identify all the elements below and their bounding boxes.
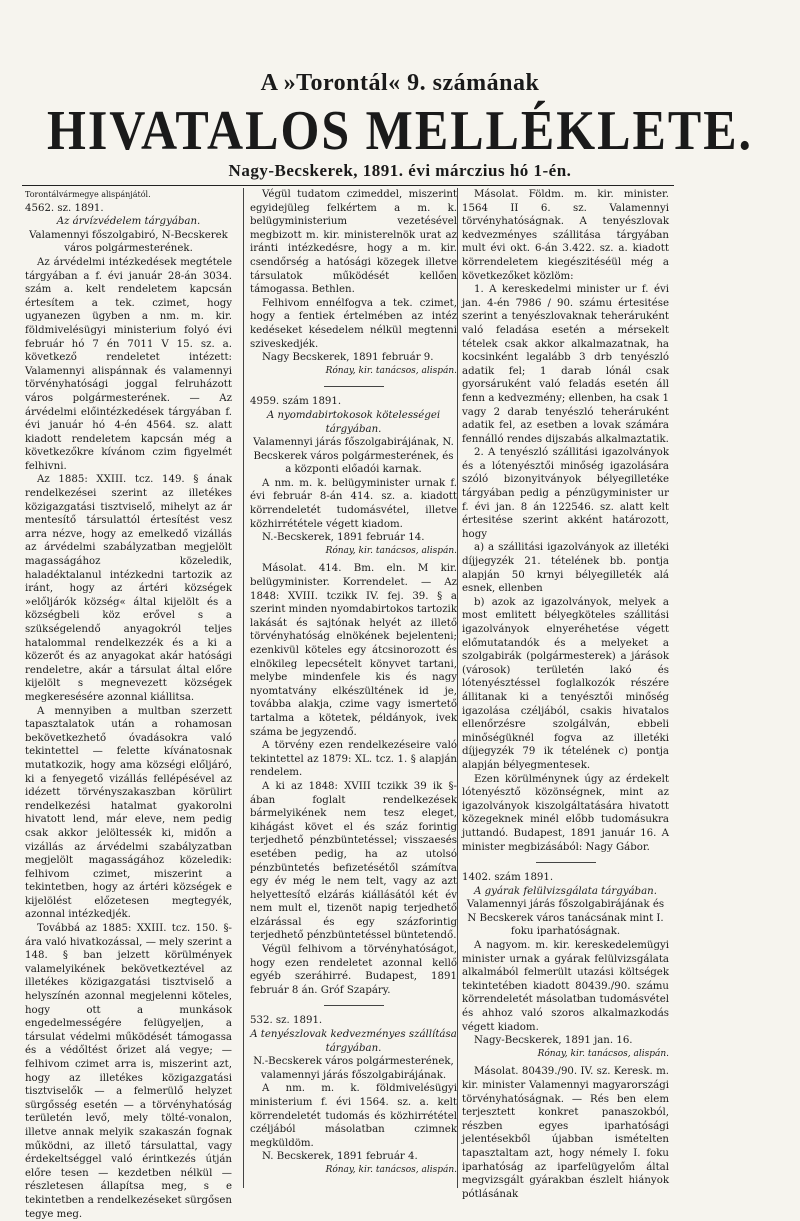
masthead-supplement-line: A »Torontál« 9. számának [260, 70, 540, 96]
signature-name: Rónay, kir. tanácsos, alispán. [325, 365, 457, 376]
signature-place-date: Nagy-Becskerek, 1891 jan. 16. [474, 1035, 633, 1047]
article-address: Valamennyi főszolgabiró, N-Becskerek város polgármesterének. [29, 229, 228, 255]
article-number: 532. sz. 1891. [250, 1015, 323, 1027]
article-address: N.-Becskerek város polgármesterének, valamennyi járás főszolgabirájának. [253, 1056, 454, 1081]
article-subject: Az árvízvédelem tárgyában. [56, 216, 201, 228]
article-paragraph: Az árvédelmi intézkedések megtétele tárgyában a f. évi január 28-án 3034. szám a. kelt rendeletem kapcsán értesítem a tek. czimet, hogy ugyanezen ügyben a nm. m. kir. földmivelésügyi ministerium folyó évi február hó 7 én 7011 V 15. sz. a. következő rendeletet intézett: Valamennyi alispánnak és valamennyi törvényhatósági joggal felruházott város polgármesterének. — Az árvédelmi előintézkedések tárgyában f. évi január hó 4-én 4564. sz. alatt kiadott rendeletem kapcsán még a következőkre kívánom czim figyelmét felhivni. [25, 256, 232, 472]
article-paragraph: Továbbá az 1885: XXIII. tcz. 150. §-ára való hivatkozással, — mely szerint a 148. § ban jelzett körülmények valamelyikének bekövetkeztével az illetékes közigazgatási tisztviselő a helyszínén azonnal megjelenni köteles, hogy ott a munkások engedelmességére felügyeljen, a társulat védelmi működését támogassa és a védőltést őrizet alá vegye; — felhivom czimet arra is, miszerint azt, hogy az illetékes közigazgatási tisztviselők — a felmerülő helyzet sürgősség esetén — a törvényhatóság területén levő, mely tölté-vonalon, illetve annak melyik szakaszán fognak működni, az illető társulattal, vagy érdekeltséggel való érintkezés útján előre tesen — kezdetben nélkül — részletesen állapítsa meg, s e tekintetben a rendelkezéseket sürgősen tegye meg. [25, 923, 232, 1220]
article-paragraph: A mennyiben a multban szerzett tapasztalatok után a rohamosan bekövetkezhető óvadásokra való tekintettel — felette kívánatosnak mutatkozik, hogy ama községi előljáró, ki a fenyegető vizállás fellépésével az idézett törvényszakaszban körülirt rendelkezési hatalmat gyakorolni hivatott lend, már eleve, nem pedig csak akkor jelöltessék ki, midőn a vizállás az árvédelmi szabályzatban megjelölt magasságához közeledik: felhivom czimet, miszerint a tekintetben, hogy az ártéri községek e kijelölést előzetesen megtegyék, azonnal intézkedjék. [25, 705, 232, 921]
article-paragraph: Ezen körülménynek úgy az érdekelt lótenyésztő közönségnek, mint az igazolványok kiszolgáltatására hivatott közegeknek minél előbb tudomásukra juttandó. Budapest, 1891 január 16. A minister megbizásából: Nagy Gábor. [462, 773, 669, 853]
article-paragraph: Az 1885: XXIII. tcz. 149. § ának rendelkezései szerint az illetékes közigazgatási tisztviselő, mihelyt az ár mentesítő társulattól értesítést vesz arra nézve, hogy az emelkedő vizállás az árvédelmi szabályzatban megjelölt magasságához közeledik, haladéktalanul intézkedni tartozik az iránt, hogy az ártéri községek »előljárók község« által kijelölt és a községbeli köz erővel s a szükségelendő anyagokról teljes hatalommal rendelkezzék és a ki a közerőt és az anyagokat akár hatósági rendeletre, akár a társulat által előre kijelölt s megnevezett községek megkeresésére azonnal kiállitsa. [25, 474, 232, 703]
column-1 [25, 188, 232, 1220]
article-separator [536, 862, 596, 863]
article-separator [324, 1005, 384, 1006]
article-number: 4959. szám 1891. [250, 396, 342, 408]
masthead-date: Nagy-Becskerek, 1891. évi márczius hó 1-én. [228, 161, 572, 180]
article-separator [324, 386, 384, 387]
article-paragraph: A ki az 1848: XVIII tczikk 39 ik §-ában foglalt rendelkezések bármelyikének nem tesz eleget, kihágást követ el és száz forintig terjedhető pénzbüntetéssel; visszaesés esetében pedig, ha az utolsó pénzbüntetés befizetésétől számítva egy év még le nem telt, vagy az azt helyettesítő elzárás kiállásától két év nem mult el, tizenöt napig terjedhető elzárással és egy százforintig terjedhető pénzbüntetéssel büntetendő. [250, 780, 457, 942]
article-paragraph: Másolat. 80439./90. IV. sz. Keresk. m. kir. minister Valamennyi magyarországi törvényhatóságnak. — Rés ben elem terjesztett konkret panaszokból, részben egyes iparhatósági jelentésekből újabban ismételten tapasztaltam azt, hogy némely I. foku iparhatóság az iparfelügyelőm által megvizsgált gyárakban észlelt hiányok pótlásának [462, 1066, 669, 1200]
column-divider [457, 188, 458, 1188]
article-subject: A tenyészlovak kedvezményes szállítása tárgyában. [250, 1029, 457, 1054]
article-paragraph: 1. A kereskedelmi minister ur f. évi jan. 4-én 7986 / 90. számu értesitése szerint a tenyészlovaknak teheráruként való feladása esetén a mérsekelt tételek csak akkor alkalmazatnak, ha kocsinként legalább 3 drb tenyészló adatik fel; 1 darab lónál csak gyorsáruként való feladás esetén áll fenn a kedvezmény; ellenben, ha csak 1 vagy 2 darab tenyészló teheráruként adatik fel, az esetben a lovak számára fennálló rendes dijszabás alkalmaztatik. [462, 284, 669, 445]
signature-name: Rónay, kir. tanácsos, alispán. [325, 545, 457, 556]
article-paragraph: a) a szállitási igazolványok az illetéki díjjegyzék 21. tételének bb. pontja alapján 50 krnyi bélyegilleték alá esnek, ellenben [462, 542, 669, 595]
article-paragraph: b) azok az igazolványok, melyek a most emlitett bélyegköteles szállitási igazolványok elnyeréhetése végett előmutatandók és a melyeket a szolgabirák (polgármesterek) a járások (városok) területén lakó és lótenyésztéssel foglalkozók részére állitanak ki a tenyésztői minőség igazolása czéljából, csakis hivatalos ellenőrzésre szolgálván, ebbeli minőségüknél fogva az illetéki díjjegyzék 79 ik tételének c) pontja alapján bélyegmentesek. [462, 596, 669, 771]
column-2 [250, 188, 457, 1188]
article-paragraph: 2. A tenyészló szállitási igazolványok és a lótenyésztői minőség igazolására szóló bizonyitványok bélyegilletéke tárgyában pedig a pénzügyminister ur f. évi jan. 8 án 122546. sz. alatt kelt értesitése szerint akként határozott, hogy [462, 447, 669, 540]
article-subject: A nyomdabirtokosok kötelességei tárgyában. [266, 409, 441, 435]
article-paragraph: A nm. m. k. földmivelésügyi ministerium f. évi 1564. sz. a. kelt körrendeletét tudomás és közhirrététel czéljából másolatban czimnek megküldöm. [250, 1083, 457, 1149]
masthead-title: HIVATALOS MELLÉKLETE. [46, 98, 754, 162]
article-number: 1402. szám 1891. [462, 872, 554, 884]
signature-place-date: N.-Becskerek, 1891 február 14. [262, 532, 425, 544]
article-paragraph: Végül tudatom czimeddel, miszerint egyidejüleg felkértem a m. k. belügyministerium vezetésével megbizott m. kir. ministerelnök urat az iránti intézkedésre, hogy a m. kir. csendőrség a hatósági közegek illetve társulatok működését kellően támogassa. Bethlen. [250, 189, 457, 296]
article-paragraph: Felhivom ennélfogva a tek. czimet, hogy a fentiek értelmében az intéz kedéseket késedelem nélkül megtenni sziveskedjék. [250, 297, 457, 350]
column-3 [462, 188, 669, 1200]
signature-name: Rónay, kir. tanácsos, alispán. [325, 1164, 457, 1175]
article-paragraph: Másolat. 414. Bm. eln. M kir. belügyminister. Korrendelet. — Az 1848: XVIII. tczikk IV. fej. 39. § a szerint minden nyomdabirtokos tartozik lakását és sajtónak helyét az illető törvényhatóság elnökének bejelenteni; ezenkivül köteles egy átcsinorozott és elnökileg lepecsételt könyvet tartani, melybe mindenfele kis és nagy nyomtatvány elkészültének id je, továbba alakja, czime vagy ismertető tartalma a kötetek, példányok, ivek száma be jegyzendő. [250, 563, 457, 738]
issuer-note: Torontálvármegye alispánjától. [25, 190, 151, 199]
article-paragraph: A nm. m. k. belügyminister urnak f. évi február 8-án 414. sz. a. kiadott körrendeletét tudomásvétel, illetve közhirrététele végett kiadom. [250, 477, 457, 530]
article-paragraph: A törvény ezen rendelkezéseire való tekintettel az 1879: XL. tcz. 1. § alapján rendelem. [250, 740, 457, 779]
article-address: Valamennyi járás főszolgabirájának és N Becskerek város tanácsának mint I. foku iparhatóságnak. [466, 899, 665, 938]
signature-name: Rónay, kir. tanácsos, alispán. [537, 1048, 669, 1059]
article-paragraph: A nagyom. m. kir. kereskedelemügyi minister urnak a gyárak felülvizsgálata alkalmából felmerült utazási költségek tekintetében kiadott 80439./90. számu körrendeletét másolatban tudomásvétel és ahhoz való szoros alkalmazkodás végett kiadom. [462, 940, 669, 1033]
article-subject: A gyárak felülvizsgálata tárgyában. [474, 885, 657, 897]
article-paragraph: Végül felhivom a törvényhatóságot, hogy ezen rendeletet azonnal kellő egyéb szeráhirré. Budapest, 1891 február 8 án. Gróf Szapáry. [250, 944, 457, 996]
signature-place-date: Nagy Becskerek, 1891 február 9. [262, 352, 434, 364]
signature-place-date: N. Becskerek, 1891 február 4. [262, 1151, 418, 1163]
masthead-rule [22, 185, 674, 186]
article-number: 4562. sz. 1891. [25, 202, 104, 214]
article-address: Valamennyi járás főszolgabirájának, N. Becskerek város polgármesterének, és a központi előadói karnak. [253, 437, 454, 476]
column-divider [243, 188, 244, 1188]
article-paragraph: Másolat. Földm. m. kir. minister. 1564 II 6. sz. Valamennyi törvényhatóságnak. A tenyészlovak kedvezményes szállitása tárgyában mult évi okt. 6-án 3.422. sz. a. kiadott körrendeletem kiegészitéséül még a következőket közlöm: [462, 189, 669, 282]
